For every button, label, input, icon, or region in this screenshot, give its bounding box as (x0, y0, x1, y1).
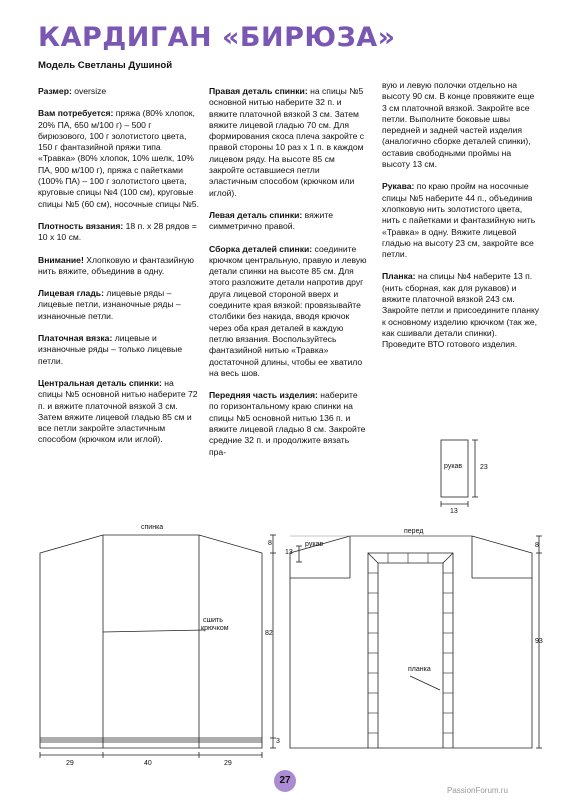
paragraph: Вам потребуется: пряжа (80% хлопок, 20% ПА, 650 м/100 г) – 500 г бирюзового, 100 г золотистого цвета, 150 г фантазийной пряжи типа «Травка» (80% хлопок, 10% шелк, 10% ПА, 900 м/100 г), пряжа с пайетками (100% ПА) – 100 г золотистого цвета, круговые спицы №4 (100 см), круговые спицы №5 (60 см), носочные спицы №5. (38, 108, 199, 209)
sleeve-height-label: 23 (480, 464, 488, 471)
back-label: спинка (141, 524, 164, 531)
sleeve-label: рукав (444, 463, 463, 470)
back-left-width: 29 (66, 760, 74, 767)
text-column-1 (38, 86, 200, 457)
front-armhole-dim: 13 (285, 549, 293, 556)
back-bottom-dim: 3 (276, 738, 280, 745)
article-subtitle: Модель Светланы Душиной (38, 60, 173, 71)
text-column-3 (382, 80, 540, 362)
paragraph: вую и левую полочки отдельно на высоту 90 см. В конце провяжите еще 3 см платочной вязкой. Закройте все петли. Выполните боковые швы передней и задней частей изделия (аналогично сборке деталей спинки), оставив свободными проймы на высоту 13 см. (382, 80, 535, 170)
back-height-dim: 82 (265, 630, 273, 637)
paragraph: Плотность вязания: 18 п. х 28 рядов = 10 х 10 см. (38, 220, 197, 243)
page-number-badge: 27 (274, 770, 296, 792)
paragraph: Планка: на спицы №4 наберите 13 п. (нить сборная, как для рукавов) и вяжите платочной вязкой 243 см. Закройте петли и присоедините планку к основному изделию крючком (так же, как сшивали детали спинки). Проведите ВТО готового изделия. (382, 271, 540, 350)
paragraph: Платочная вязка: лицевые и изнаночные ряды – только лицевые петли. (38, 333, 183, 366)
paragraph: Передняя часть изделия: наберите по горизонтальному краю спинки на спицы №5 основной нитью 136 п. и вяжите лицевой гладью 8 см. Закройте средние 32 п. и продолжите вязать пра- (209, 390, 366, 457)
front-piece (290, 536, 532, 748)
front-height-dim: 93 (535, 638, 543, 645)
placket-label: планка (408, 666, 431, 673)
seam-label-line1: сшить (203, 617, 223, 624)
back-top-dim: 8 (268, 540, 272, 547)
sleeve-width-label: 13 (450, 508, 458, 515)
paragraph: Левая деталь спинки: вяжите симметрично правой. (209, 209, 333, 232)
text-column-2 (209, 86, 367, 469)
front-top-dim: 8 (535, 542, 539, 549)
front-label: перед (404, 528, 424, 535)
paragraph: Лицевая гладь: лицевые ряды – лицевые петли, изнаночные ряды – изнаночные петли. (38, 288, 181, 321)
placket (368, 553, 453, 748)
paragraph: Правая деталь спинки: на спицы №5 основной нитью наберите 32 п. и вяжите платочной вязкой 3 см. Затем вяжите лицевой гладью 70 см. Для формирования скоса плеча закройте с правой стороны 10 раз х 1 п. в каждом лицевом ряду. На высоте 85 см закройте оставшиеся петли эластичным способом (крючком или иглой). (209, 86, 365, 198)
sleeve-piece (441, 440, 468, 497)
back-center-width: 40 (144, 760, 152, 767)
back-piece (40, 535, 262, 748)
paragraph: Рукава: по краю пройм на носочные спицы №5 наберите 44 п., объединив хлопковую нить золотистого цвета, нить с пайетками и фантазийную нить «Травка» в одну. Вяжите лицевой гладью на высоту 23 см, закройте все петли. (382, 181, 536, 260)
back-right-width: 29 (224, 760, 232, 767)
paragraph: Сборка деталей спинки: соедините крючком центральную, правую и левую детали спинки на высоте 85 см. Для этого разложите детали напротив друг друга лицевой стороной вверх и соедините края вязкой: провязывайте столбики без накида, вводя крючок через оба края деталей в каждую петлю вязания. Воспользуйтесь фантазийной нитью «Травка» достаточной длины, чтобы ее хватило на весь шов. (209, 243, 367, 378)
paragraph: Размер: oversize (38, 86, 107, 96)
front-sleeve-label: рукав (305, 541, 324, 548)
article-title: КАРДИГАН «БИРЮЗА» (38, 22, 396, 53)
paragraph: Внимание! Хлопковую и фантазийную нить вяжите, объединив в одну. (38, 254, 194, 276)
watermark: PassionForum.ru (447, 786, 508, 795)
paragraph: Центральная деталь спинки: на спицы №5 основной нитью наберите 72 п. и вяжите платочной вязкой 3 см. Затем вяжите лицевой гладью 85 см и все петли закройте эластичным способом (крючком или иглой). (38, 377, 198, 445)
seam-label-line2: крючком (201, 625, 229, 632)
